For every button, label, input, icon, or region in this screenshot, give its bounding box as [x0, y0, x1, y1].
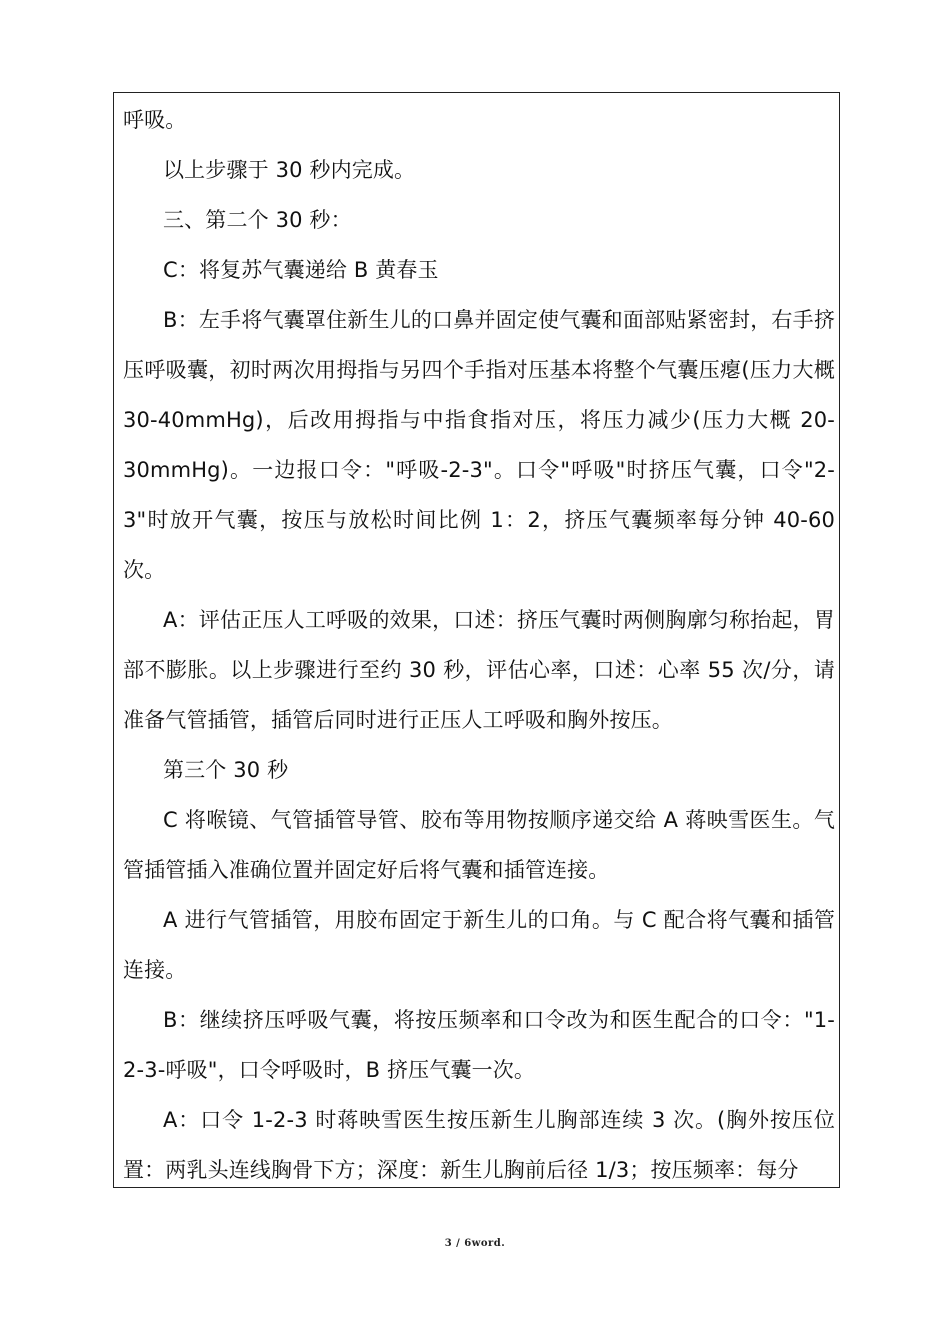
paragraph-1: 呼吸。: [123, 108, 187, 132]
paragraph-4: C：将复苏气囊递给 B 黄春玉: [163, 258, 439, 282]
paragraph-5: B：左手将气囊罩住新生儿的口鼻并固定使气囊和面部贴紧密封，右手挤压呼吸囊，初时两次用拇指与另四个手指对压基本将整个气囊压瘪(压力大概 30-40mmHg)，后改用拇指与中指食指对压，将压力减少(压力大概 20-30mmHg)。一边报口令："呼吸-2-3"。口令"呼吸"时挤压气囊，口令"2-3"时放开气囊，按压与放松时间比例 1：2，挤压气囊频率每分钟 40-60 次。: [123, 308, 835, 582]
paragraph-2: 以上步骤于 30 秒内完成。: [163, 158, 416, 182]
page-footer: 3 / 6word.: [444, 1238, 506, 1249]
document-frame: [113, 92, 840, 1188]
paragraph-3: 三、第二个 30 秒：: [163, 208, 352, 232]
paragraph-6: A：评估正压人工呼吸的效果，口述：挤压气囊时两侧胸廓匀称抬起，胃部不膨胀。以上步骤进行至约 30 秒，评估心率，口述：心率 55 次/分，请准备气管插管，插管后同时进行正压人工呼吸和胸外按压。: [123, 608, 835, 732]
paragraph-11: A：口令 1-2-3 时蒋映雪医生按压新生儿胸部连续 3 次。(胸外按压位置：两乳头连线胸骨下方；深度：新生儿胸前后径 1/3；按压频率：每分: [123, 1108, 835, 1182]
paragraph-9: A 进行气管插管，用胶布固定于新生儿的口角。与 C 配合将气囊和插管连接。: [123, 908, 835, 982]
paragraph-10: B：继续挤压呼吸气囊，将按压频率和口令改为和医生配合的口令："1-2-3-呼吸"，口令呼吸时，B 挤压气囊一次。: [123, 1008, 835, 1082]
paragraph-7: 第三个 30 秒: [163, 758, 289, 782]
document-body: [123, 95, 835, 1195]
paragraph-8: C 将喉镜、气管插管导管、胶布等用物按顺序递交给 A 蒋映雪医生。气管插管插入准确位置并固定好后将气囊和插管连接。: [123, 808, 835, 882]
